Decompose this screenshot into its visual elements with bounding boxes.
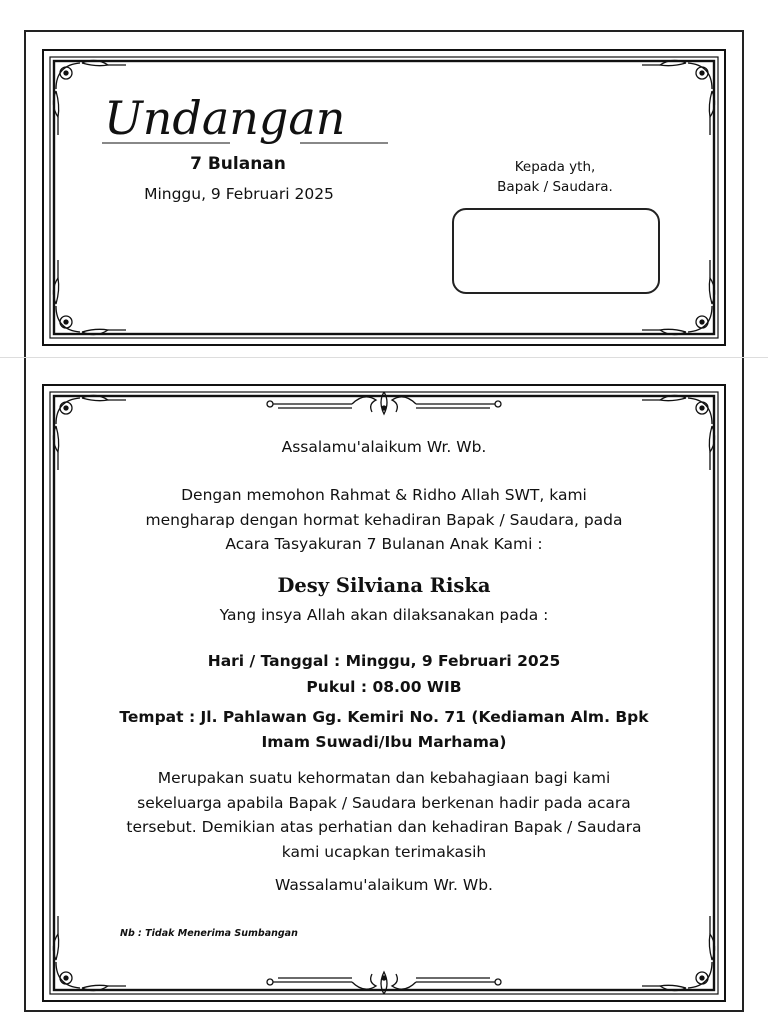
fold-line bbox=[0, 357, 768, 358]
corner-ornament-bottom-left bbox=[53, 260, 126, 335]
closing-line: sekeluarga apabila Bapak / Saudara berkenan hadir pada acara bbox=[137, 793, 631, 812]
envelope-title bbox=[100, 88, 390, 152]
closing-line: Merupakan suatu kehormatan dan kebahagiaan bagi kami bbox=[157, 769, 611, 787]
event-date: Hari / Tanggal : Minggu, 9 Februari 2025 bbox=[207, 652, 561, 670]
opening-line: Acara Tasyakuran 7 Bulanan Anak Kami : bbox=[225, 535, 543, 553]
corner-ornament-top-right bbox=[642, 60, 715, 135]
opening-paragraph bbox=[96, 483, 672, 557]
event-intro: Yang insya Allah akan dilaksanakan pada : bbox=[219, 606, 549, 624]
closing-greeting: Wassalamu'alaikum Wr. Wb. bbox=[275, 876, 493, 894]
honoree-name: Desy Silviana Riska bbox=[277, 574, 491, 597]
corner-ornament-top-right bbox=[642, 395, 715, 470]
footnote: Nb : Tidak Menerima Sumbangan bbox=[120, 928, 298, 939]
recipient-line-2: Bapak / Saudara. bbox=[497, 179, 613, 195]
recipient-address-box bbox=[452, 208, 660, 294]
corner-ornament-top-left bbox=[53, 395, 126, 470]
closing-line: tersebut. Demikian atas perhatian dan kehadiran Bapak / Saudara bbox=[126, 818, 642, 836]
closing-line: kami ucapkan terimakasih bbox=[281, 842, 487, 861]
event-place bbox=[96, 705, 672, 755]
envelope-title-text: Undangan bbox=[104, 91, 346, 145]
event-place-line: Imam Suwadi/Ibu Marhama) bbox=[261, 733, 507, 751]
event-place-line: Tempat : Jl. Pahlawan Gg. Kemiri No. 71 (Kediaman Alm. Bpk bbox=[119, 708, 649, 726]
opening-line: Dengan memohon Rahmat & Ridho Allah SWT, kami bbox=[181, 486, 587, 504]
corner-ornament-bottom-right bbox=[642, 916, 715, 991]
greeting: Assalamu'alaikum Wr. Wb. bbox=[281, 438, 487, 456]
closing-paragraph bbox=[96, 766, 672, 864]
corner-ornament-bottom-left bbox=[53, 916, 126, 991]
recipient-line-1: Kepada yth, bbox=[514, 159, 596, 175]
envelope-subtitle: 7 Bulanan bbox=[190, 154, 286, 174]
event-time: Pukul : 08.00 WIB bbox=[306, 678, 462, 696]
opening-line: mengharap dengan hormat kehadiran Bapak / Saudara, pada bbox=[145, 510, 623, 529]
envelope-date: Minggu, 9 Februari 2025 bbox=[144, 185, 334, 203]
